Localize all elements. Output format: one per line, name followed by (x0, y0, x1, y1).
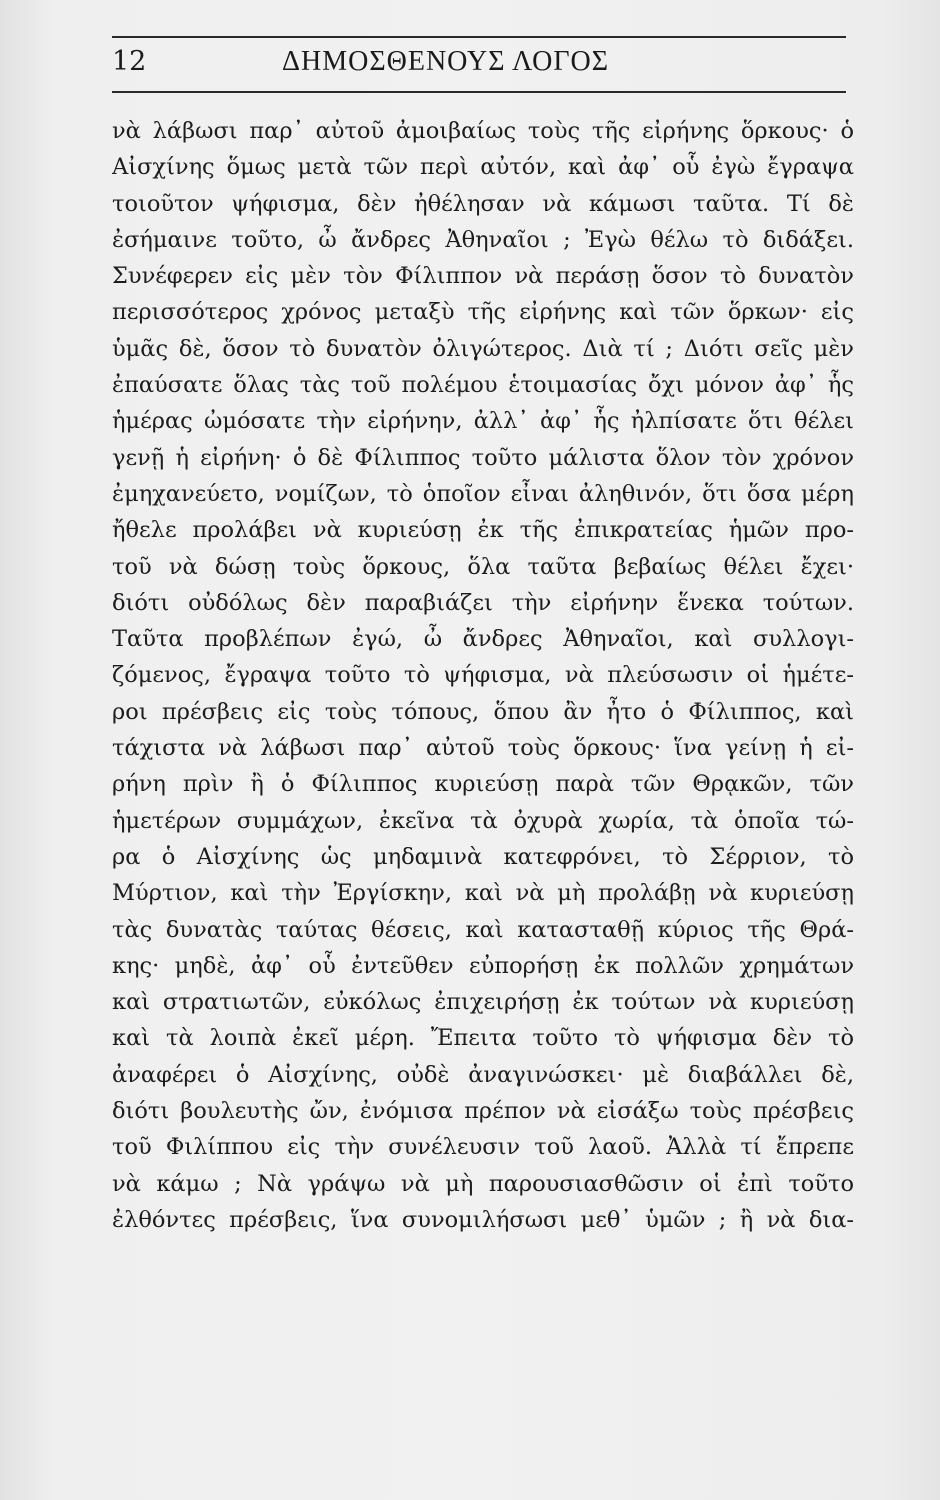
text-line: ἐπαύσατε ὅλας τὰς τοῦ πολέμου ἑτοιμασίας ὄχι μόνον ἀφ᾽ ἧς (112, 372, 854, 399)
text-line: τοῦ Φιλίππου εἰς τὴν συνέλευσιν τοῦ λαοῦ. Ἀλλὰ τί ἔπρεπε (112, 1134, 854, 1161)
text-line: ἐλθόντες πρέσβεις, ἵνα συνομιλήσωσι μεθ᾽ ὑμῶν ; ἢ νὰ δια- (112, 1206, 854, 1233)
body-text (112, 113, 854, 1238)
page-header (112, 46, 846, 90)
text-line: τοιοῦτον ψήφισμα, δὲν ἠθέλησαν νὰ κάμωσι ταῦτα. Τί δὲ (112, 190, 854, 217)
text-line: νὰ λάβωσι παρ᾽ αὐτοῦ ἀμοιβαίως τοὺς τῆς εἰρήνης ὅρκους· ὁ (112, 118, 854, 144)
text-line: ἀναφέρει ὁ Αἰσχίνης, οὐδὲ ἀναγινώσκει· μὲ διαβάλλει δὲ, (112, 1061, 854, 1088)
text-line: τάχιστα νὰ λάβωσι παρ᾽ αὐτοῦ τοὺς ὅρκους· ἵνα γείνῃ ἡ εἰ- (112, 735, 854, 762)
text-line: Συνέφερεν εἰς μὲν τὸν Φίλιππον νὰ περάσῃ ὅσον τὸ δυνατὸν (112, 263, 854, 290)
header-top-rule (112, 36, 846, 38)
header-bottom-rule (112, 91, 846, 93)
text-line: ὑμᾶς δὲ, ὅσον τὸ δυνατὸν ὀλιγώτερος. Διὰ τί ; Διότι σεῖς μὲν (112, 335, 854, 362)
text-line: ἤθελε προλάβει νὰ κυριεύσῃ ἐκ τῆς ἐπικρατείας ἡμῶν προ- (112, 517, 854, 544)
text-line: κης· μηδὲ, ἀφ᾽ οὗ ἐντεῦθεν εὐπορήσῃ ἐκ πολλῶν χρημάτων (112, 952, 854, 979)
text-line: καὶ στρατιωτῶν, εὐκόλως ἐπιχειρήσῃ ἐκ τούτων νὰ κυριεύσῃ (112, 989, 854, 1016)
text-line: νὰ κάμω ; Νὰ γράψω νὰ μὴ παρουσιασθῶσιν οἱ ἐπὶ τοῦτο (112, 1170, 854, 1197)
text-line: ἡμέρας ὠμόσατε τὴν εἰρήνην, ἀλλ᾽ ἀφ᾽ ἧς ἠλπίσατε ὅτι θέλει (112, 408, 854, 435)
text-line: ρα ὁ Αἰσχίνης ὡς μηδαμινὰ κατεφρόνει, τὸ Σέρριον, τὸ (112, 843, 854, 870)
text-line: τὰς δυνατὰς ταύτας θέσεις, καὶ κατασταθῇ κύριος τῆς Θρά- (112, 916, 854, 943)
text-line: διότι βουλευτὴς ὤν, ἐνόμισα πρέπον νὰ εἰσάξω τοὺς πρέσβεις (112, 1098, 854, 1125)
text-line: διότι οὐδόλως δὲν παραβιάζει τὴν εἰρήνην ἕνεκα τούτων. (112, 589, 854, 616)
text-line: ζόμενος, ἔγραψα τοῦτο τὸ ψήφισμα, νὰ πλεύσωσιν οἱ ἡμέτε- (112, 662, 854, 689)
page-number: 12 (112, 46, 147, 77)
text-line: Μύρτιον, καὶ τὴν Ἐργίσκην, καὶ νὰ μὴ προλάβῃ νὰ κυριεύσῃ (112, 880, 854, 907)
text-line: Αἰσχίνης ὅμως μετὰ τῶν περὶ αὐτόν, καὶ ἀφ᾽ οὗ ἐγὼ ἔγραψα (112, 154, 854, 181)
text-line: ἡμετέρων συμμάχων, ἐκεῖνα τὰ ὀχυρὰ χωρία, τὰ ὁποῖα τώ- (112, 807, 854, 834)
text-line: ἐμηχανεύετο, νομίζων, τὸ ὁποῖον εἶναι ἀληθινόν, ὅτι ὅσα μέρη (112, 480, 854, 507)
text-line: Ταῦτα προβλέπων ἐγώ, ὦ ἄνδρες Ἀθηναῖοι, καὶ συλλογι- (112, 626, 854, 653)
text-line: τοῦ νὰ δώσῃ τοὺς ὅρκους, ὅλα ταῦτα βεβαίως θέλει ἔχει· (112, 553, 854, 580)
text-line: ἐσήμαινε τοῦτο, ὦ ἄνδρες Ἀθηναῖοι ; Ἐγὼ θέλω τὸ διδάξει. (112, 226, 854, 253)
text-line: ρήνη πρὶν ἢ ὁ Φίλιππος κυριεύσῃ παρὰ τῶν Θρᾳκῶν, τῶν (112, 771, 854, 798)
running-title: ΔΗΜΟΣΘΕΝΟΥΣ ΛΟΓΟΣ (282, 46, 610, 77)
text-line: περισσότερος χρόνος μεταξὺ τῆς εἰρήνης καὶ τῶν ὅρκων· εἰς (112, 299, 854, 326)
text-line: ροι πρέσβεις εἰς τοὺς τόπους, ὅπου ἂν ἦτο ὁ Φίλιππος, καὶ (112, 698, 854, 725)
text-line: γενῇ ἡ εἰρήνη· ὁ δὲ Φίλιππος τοῦτο μάλιστα ὅλον τὸν χρόνον (112, 444, 854, 471)
text-line: καὶ τὰ λοιπὰ ἐκεῖ μέρη. Ἔπειτα τοῦτο τὸ ψήφισμα δὲν τὸ (112, 1025, 854, 1052)
